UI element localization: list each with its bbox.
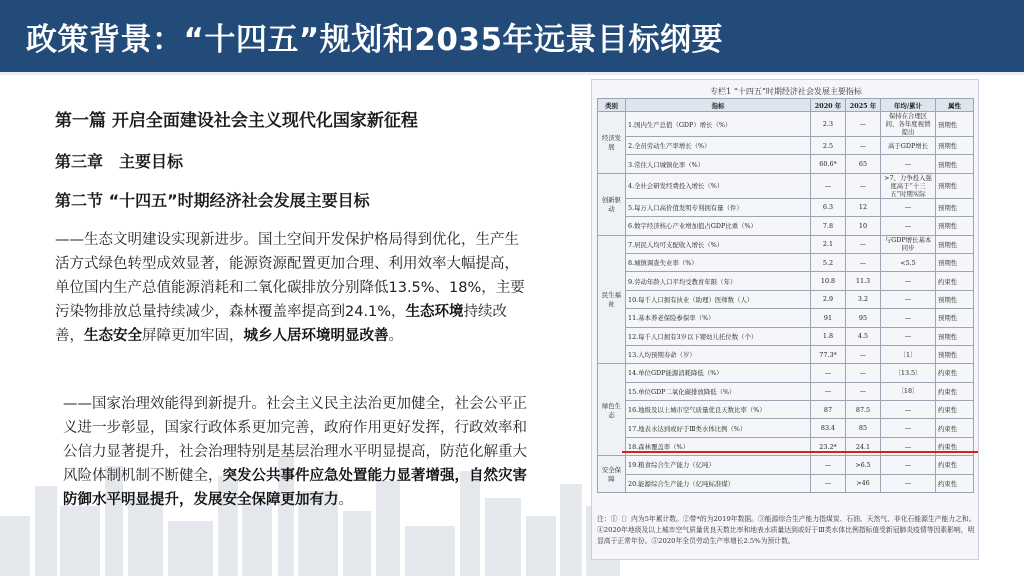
table-row (598, 272, 974, 290)
average-cell: — (881, 309, 936, 327)
value-2025-cell: 10 (846, 217, 881, 235)
value-2020-cell: 83.4 (811, 419, 846, 437)
section-heading-section: 第二节 “十四五”时期经济社会发展主要目标 (55, 191, 370, 210)
value-2025-cell: — (846, 382, 881, 400)
paragraph-text: ——国家治理效能得到新提升。社会主义民主法治更加健全，社会公平正义进一步彰显，国家行政体系更加完善，政府作用更好发挥，行政效率和公信力显著提升，社会治理特别是基层治理水平明显提高，防范化解重大风险体制机制不断健全， (63, 396, 527, 484)
attribute-cell: 预期性 (936, 253, 974, 271)
bold-phrase: 生态安全 (84, 328, 142, 344)
table-caption: 专栏1 “十四五”时期经济社会发展主要指标 (710, 87, 862, 96)
bold-phrase: 生态环境 (405, 304, 464, 320)
paragraph-governance (63, 392, 535, 512)
indicator-cell: 11.基本养老保险参保率（%） (626, 309, 811, 327)
average-cell: — (881, 401, 936, 419)
paragraph-text: 。 (388, 328, 403, 344)
indicator-cell: 15.单位GDP二氧化碳排放降低（%） (626, 382, 811, 400)
bold-phrase: 城乡人居环境明显改善 (243, 328, 389, 344)
header-divider (0, 72, 1024, 75)
value-2020-cell: 2.3 (811, 112, 846, 137)
table-row (598, 345, 974, 363)
value-2020-cell: 87 (811, 401, 846, 419)
category-cell: 经济发展 (598, 112, 626, 174)
value-2020-cell: 2.5 (811, 137, 846, 155)
average-cell: 〔13.5〕 (881, 364, 936, 382)
table-row (598, 474, 974, 492)
indicator-cell: 18.森林覆盖率（%） (626, 437, 811, 455)
attribute-cell: 预期性 (936, 112, 974, 137)
value-2025-cell: 65 (846, 155, 881, 173)
indicator-cell: 16.地级及以上城市空气质量优良天数比率（%） (626, 401, 811, 419)
page-title: 政策背景：“十四五”规划和2035年远景目标纲要 (26, 22, 724, 58)
indicator-cell: 7.居民人均可支配收入增长（%） (626, 235, 811, 253)
average-cell: — (881, 155, 936, 173)
indicator-cell: 5.每万人口高价值发明专利拥有量（件） (626, 198, 811, 216)
table-row (598, 173, 974, 198)
average-cell: <5.5 (881, 253, 936, 271)
attribute-cell: 约束性 (936, 364, 974, 382)
value-2025-cell: — (846, 235, 881, 253)
value-2025-cell: >6.5 (846, 456, 881, 474)
average-cell: — (881, 198, 936, 216)
value-2025-cell: >46 (846, 474, 881, 492)
paragraph-text: 持续改善， (55, 304, 508, 344)
attribute-cell: 预期性 (936, 173, 974, 198)
table-row (598, 235, 974, 253)
value-2020-cell: — (811, 173, 846, 198)
table-row (598, 382, 974, 400)
paragraph-text: 屏障更加牢固， (142, 328, 244, 344)
table-row (598, 217, 974, 235)
category-cell: 安全保障 (598, 456, 626, 493)
table-row (598, 155, 974, 173)
average-cell: 保持在合理区间、各年度视情提出 (881, 112, 936, 137)
indicator-cell: 12.每千人口拥有3岁以下婴幼儿托位数（个） (626, 327, 811, 345)
column-header: 类别 (598, 99, 626, 112)
average-cell: — (881, 474, 936, 492)
indicator-cell: 20.能源综合生产能力（亿吨标准煤） (626, 474, 811, 492)
value-2020-cell: 5.2 (811, 253, 846, 271)
average-cell: — (881, 272, 936, 290)
attribute-cell: 预期性 (936, 137, 974, 155)
indicator-cell: 19.粮食综合生产能力（亿吨） (626, 456, 811, 474)
average-cell: 高于GDP增长 (881, 137, 936, 155)
attribute-cell: 预期性 (936, 290, 974, 308)
indicator-cell: 4.全社会研发经费投入增长（%） (626, 173, 811, 198)
value-2020-cell: — (811, 456, 846, 474)
column-header: 2020 年 (811, 99, 846, 112)
attribute-cell: 预期性 (936, 217, 974, 235)
value-2025-cell: 12 (846, 198, 881, 216)
indicators-table (597, 98, 974, 493)
table-row (598, 253, 974, 271)
column-header: 2025 年 (846, 99, 881, 112)
attribute-cell: 约束性 (936, 474, 974, 492)
attribute-cell: 约束性 (936, 272, 974, 290)
value-2025-cell: — (846, 112, 881, 137)
table-row (598, 419, 974, 437)
value-2025-cell: — (846, 137, 881, 155)
table-row (598, 198, 974, 216)
column-header: 指标 (626, 99, 811, 112)
bold-phrase: 突发公共事件应急处置能力显著增强，自然灾害防御水平明显提升，发展安全保障更加有力 (63, 468, 527, 508)
indicator-cell: 14.单位GDP能源消耗降低（%） (626, 364, 811, 382)
table-row (598, 137, 974, 155)
indicator-cell: 13.人均预期寿命（岁） (626, 345, 811, 363)
indicator-cell: 1.国内生产总值（GDP）增长（%） (626, 112, 811, 137)
average-cell: 〔18〕 (881, 382, 936, 400)
attribute-cell: 预期性 (936, 235, 974, 253)
value-2025-cell: 24.1 (846, 437, 881, 455)
section-heading-chapter: 第三章 主要目标 (55, 152, 184, 171)
table-row (598, 327, 974, 345)
value-2020-cell: 2.1 (811, 235, 846, 253)
column-header: 属性 (936, 99, 974, 112)
value-2020-cell: — (811, 364, 846, 382)
value-2025-cell: 95 (846, 309, 881, 327)
table-row (598, 112, 974, 137)
value-2025-cell: 4.5 (846, 327, 881, 345)
column-header: 年均/累计 (881, 99, 936, 112)
average-cell: — (881, 437, 936, 455)
table-header-row (598, 99, 974, 112)
attribute-cell: 约束性 (936, 456, 974, 474)
indicator-cell: 17.地表水达到或好于Ⅲ类水体比例（%） (626, 419, 811, 437)
value-2020-cell: — (811, 474, 846, 492)
attribute-cell: 约束性 (936, 419, 974, 437)
value-2020-cell: 10.8 (811, 272, 846, 290)
indicators-table-image (591, 79, 979, 560)
attribute-cell: 预期性 (936, 309, 974, 327)
highlight-underline (622, 451, 978, 453)
value-2025-cell: 3.2 (846, 290, 881, 308)
indicator-cell: 3.常住人口城镇化率（%） (626, 155, 811, 173)
average-cell: — (881, 456, 936, 474)
category-cell: 创新驱动 (598, 173, 626, 235)
paragraph-text: ——生态文明建设实现新进步。国土空间开发保护格局得到优化，生产生活方式绿色转型成效显著，能源资源配置更加合理、利用效率大幅提高，单位国内生产总值能源消耗和二氧化碳排放分别降低13.5%、18%，主要污染物排放总量持续减少，森林覆盖率提高到24.1%， (55, 232, 525, 320)
value-2025-cell: 87.5 (846, 401, 881, 419)
value-2020-cell: 2.9 (811, 290, 846, 308)
paragraph-ecological (55, 228, 533, 348)
indicator-cell: 9.劳动年龄人口平均受教育年限（年） (626, 272, 811, 290)
value-2025-cell: — (846, 364, 881, 382)
value-2020-cell: — (811, 382, 846, 400)
attribute-cell: 预期性 (936, 345, 974, 363)
table-row (598, 401, 974, 419)
value-2025-cell: — (846, 173, 881, 198)
table-row (598, 364, 974, 382)
table-row (598, 309, 974, 327)
average-cell: — (881, 217, 936, 235)
value-2025-cell: 11.3 (846, 272, 881, 290)
indicator-cell: 10.每千人口拥有执业（助理）医师数（人） (626, 290, 811, 308)
value-2020-cell: 91 (811, 309, 846, 327)
average-cell: 与GDP增长基本同步 (881, 235, 936, 253)
value-2025-cell: — (846, 345, 881, 363)
category-cell: 民生福祉 (598, 235, 626, 364)
category-cell: 绿色生态 (598, 364, 626, 456)
value-2020-cell: 1.8 (811, 327, 846, 345)
table-footnote: 注：①〔〕内为5年累计数。②带*的为2019年数据。③能源综合生产能力指煤炭、石油、天然气、非化石能源生产能力之和。④2020年地级及以上城市空气质量优良天数比率和地表水质量达到或好于Ⅲ类水体比例指标值受新冠肺炎疫情等因素影响，明显高于正常年份。⑤2020年全员劳动生产率增长2.5%为预计数。 (597, 515, 976, 545)
table-row (598, 290, 974, 308)
average-cell: — (881, 419, 936, 437)
value-2025-cell: — (846, 253, 881, 271)
value-2020-cell: 7.8 (811, 217, 846, 235)
table-row (598, 456, 974, 474)
header-bar (0, 0, 1024, 72)
attribute-cell: 约束性 (936, 437, 974, 455)
average-cell: — (881, 290, 936, 308)
attribute-cell: 预期性 (936, 198, 974, 216)
average-cell: — (881, 327, 936, 345)
value-2020-cell: 6.3 (811, 198, 846, 216)
indicator-cell: 8.城镇调查失业率（%） (626, 253, 811, 271)
value-2020-cell: 60.6* (811, 155, 846, 173)
indicator-cell: 6.数字经济核心产业增加值占GDP比重（%） (626, 217, 811, 235)
attribute-cell: 预期性 (936, 155, 974, 173)
paragraph-text: 。 (338, 492, 353, 508)
attribute-cell: 预期性 (936, 327, 974, 345)
attribute-cell: 约束性 (936, 401, 974, 419)
attribute-cell: 约束性 (936, 382, 974, 400)
section-heading-part: 第一篇 开启全面建设社会主义现代化国家新征程 (55, 111, 418, 131)
value-2020-cell: 77.3* (811, 345, 846, 363)
value-2020-cell: 23.2* (811, 437, 846, 455)
average-cell: >7、力争投入强度高于“十三五”时期实际 (881, 173, 936, 198)
average-cell: 〔1〕 (881, 345, 936, 363)
value-2025-cell: 85 (846, 419, 881, 437)
indicator-cell: 2.全员劳动生产率增长（%） (626, 137, 811, 155)
